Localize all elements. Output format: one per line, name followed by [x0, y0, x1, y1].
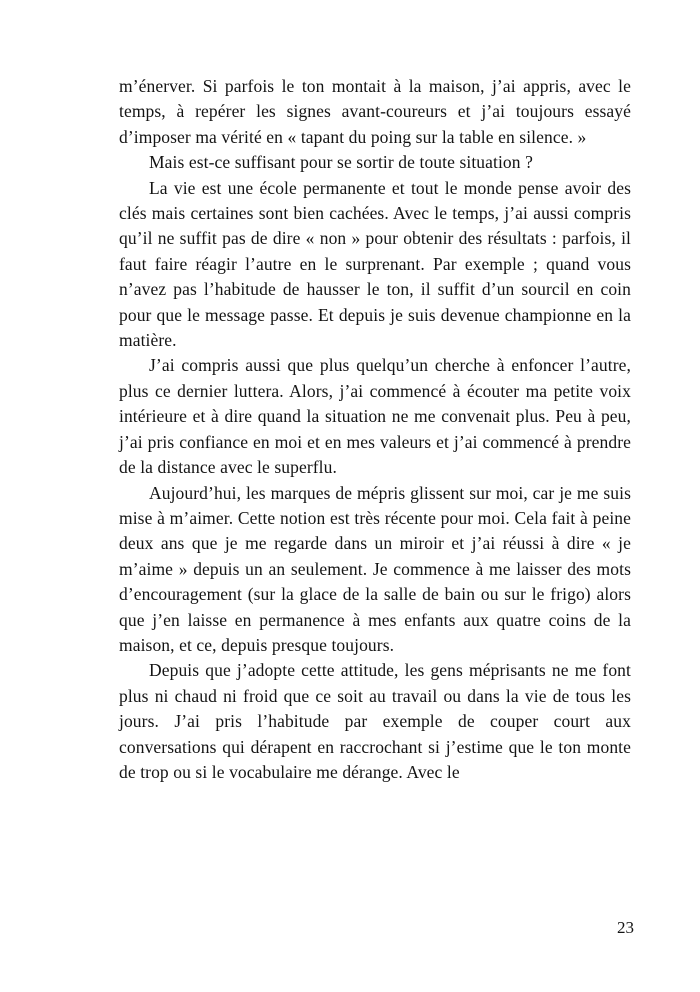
page-number: 23 — [617, 918, 634, 937]
paragraph-3: La vie est une école permanente et tout le monde pense avoir des clés mais certaines sont bien cachées. Avec le temps, j’ai aussi compris qu’il ne suffit pas de dire « non » pour obtenir des résultats : parfois, il faut faire réagir l’autre en le surprenant. Par exemple ; quand vous n’avez pas l’habitude de hausser le ton, il suffit d’un sourcil en coin pour que le message passe. Et depuis je suis devenue championne en la matière. — [119, 177, 631, 351]
paragraph-1: m’énerver. Si parfois le ton montait à la maison, j’ai appris, avec le temps, à repérer les signes avant-coureurs et j’ai toujours essayé d’imposer ma vérité en « tapant du poing sur la table en silence. » — [119, 76, 631, 147]
paragraph-5: Aujourd’hui, les marques de mépris glissent sur moi, car je me suis mise à m’aimer. Cette notion est très récente pour moi. Cela fait à peine deux ans que je me regarde dans un miroir et j’ai réussi à dire « je m’aime » depuis un an seulement. Je commence à me laisser des mots d’encouragement (sur la glace de la salle de bain ou sur le frigo) alors que j’en laisse en permanence à mes enfants aux quatre coins de la maison, et ce, depuis presque toujours. — [119, 482, 631, 655]
paragraph-4: J’ai compris aussi que plus quelqu’un cherche à enfoncer l’autre, plus ce dernier luttera. Alors, j’ai commencé à écouter ma petite voix intérieure et à dire quand la situation ne me convenait plus. Peu à peu, j’ai pris confiance en moi et en mes valeurs et j’ai commencé à prendre de la distance avec le superflu. — [119, 355, 631, 478]
paragraph-6: Depuis que j’adopte cette attitude, les gens méprisants ne me font plus ni chaud ni froid que ce soit au travail ou dans la vie de tous les jours. J’ai pris l’habitude par exemple de couper court aux conversations qui dérapent en raccrochant si j’estime que le ton monte de trop ou si le vocabulaire me dérange. Avec le — [119, 660, 631, 782]
paragraph-2: Mais est-ce suffisant pour se sortir de toute situation ? — [149, 152, 533, 173]
page-text-block — [119, 74, 631, 785]
